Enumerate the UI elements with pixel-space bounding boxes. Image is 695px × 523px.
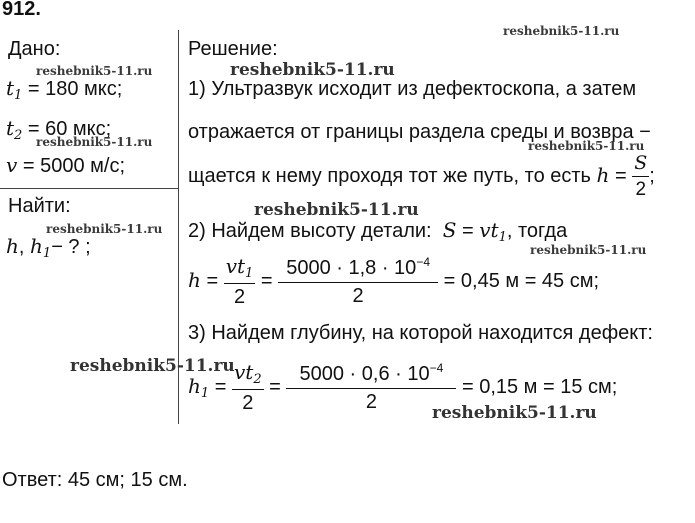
watermark: reshebnik5-11.ru xyxy=(36,135,153,149)
watermark: reshebnik5-11.ru xyxy=(254,200,419,220)
watermark: reshebnik5-11.ru xyxy=(36,64,153,78)
watermark: reshebnik5-11.ru xyxy=(432,403,597,423)
watermark: reshebnik5-11.ru xyxy=(70,356,235,376)
given-t1: $t_1 = 180$ мкс; xyxy=(6,76,123,103)
step1-line2: отражается от границы раздела среды и возвра − xyxy=(188,121,651,143)
step3-line: 3) Найдем глубину, на которой находится дефект: xyxy=(188,322,653,344)
find-label: Найти: xyxy=(8,195,71,217)
step3-formula: $h_1$ = $\frac{vt_2}{2}$ = $\frac{5000 \cdot 0,6 \cdot 10^{-4}}{2}$ = 0,15 м = 15 см; xyxy=(188,360,618,414)
watermark: reshebnik5-11.ru xyxy=(530,243,647,257)
solution-label: Решение: xyxy=(188,38,278,60)
answer: Ответ: 45 см; 15 см. xyxy=(2,469,188,491)
step1-line3: щается к нему проходя тот же путь, то есть h = $\frac{S}{2}$ ; xyxy=(188,152,655,200)
step1-line1: 1) Ультразвук исходит из дефектоскопа, а затем xyxy=(188,78,637,100)
given-v: v = 5000 м/с; xyxy=(6,153,126,177)
find-text: h, $h_1-$ ? ; xyxy=(6,234,91,261)
watermark: reshebnik5-11.ru xyxy=(230,60,395,80)
horizontal-divider xyxy=(0,188,178,189)
watermark: reshebnik5-11.ru xyxy=(528,139,645,153)
problem-number: 912. xyxy=(2,0,41,20)
step2-formula: h = $\frac{vt_1}{2}$ = $\frac{5000 \cdot 1,8 \cdot 10^{-4}}{2}$ = 0,45 м = 45 см; xyxy=(188,254,600,308)
given-t2: $t_2 = 60$ мкс; xyxy=(6,116,112,143)
given-label: Дано: xyxy=(8,38,61,60)
watermark: reshebnik5-11.ru xyxy=(46,222,163,236)
step2-line: 2) Найдем высоту детали: $S = vt_1$, тогда xyxy=(188,218,568,245)
watermark: reshebnik5-11.ru xyxy=(503,24,620,38)
